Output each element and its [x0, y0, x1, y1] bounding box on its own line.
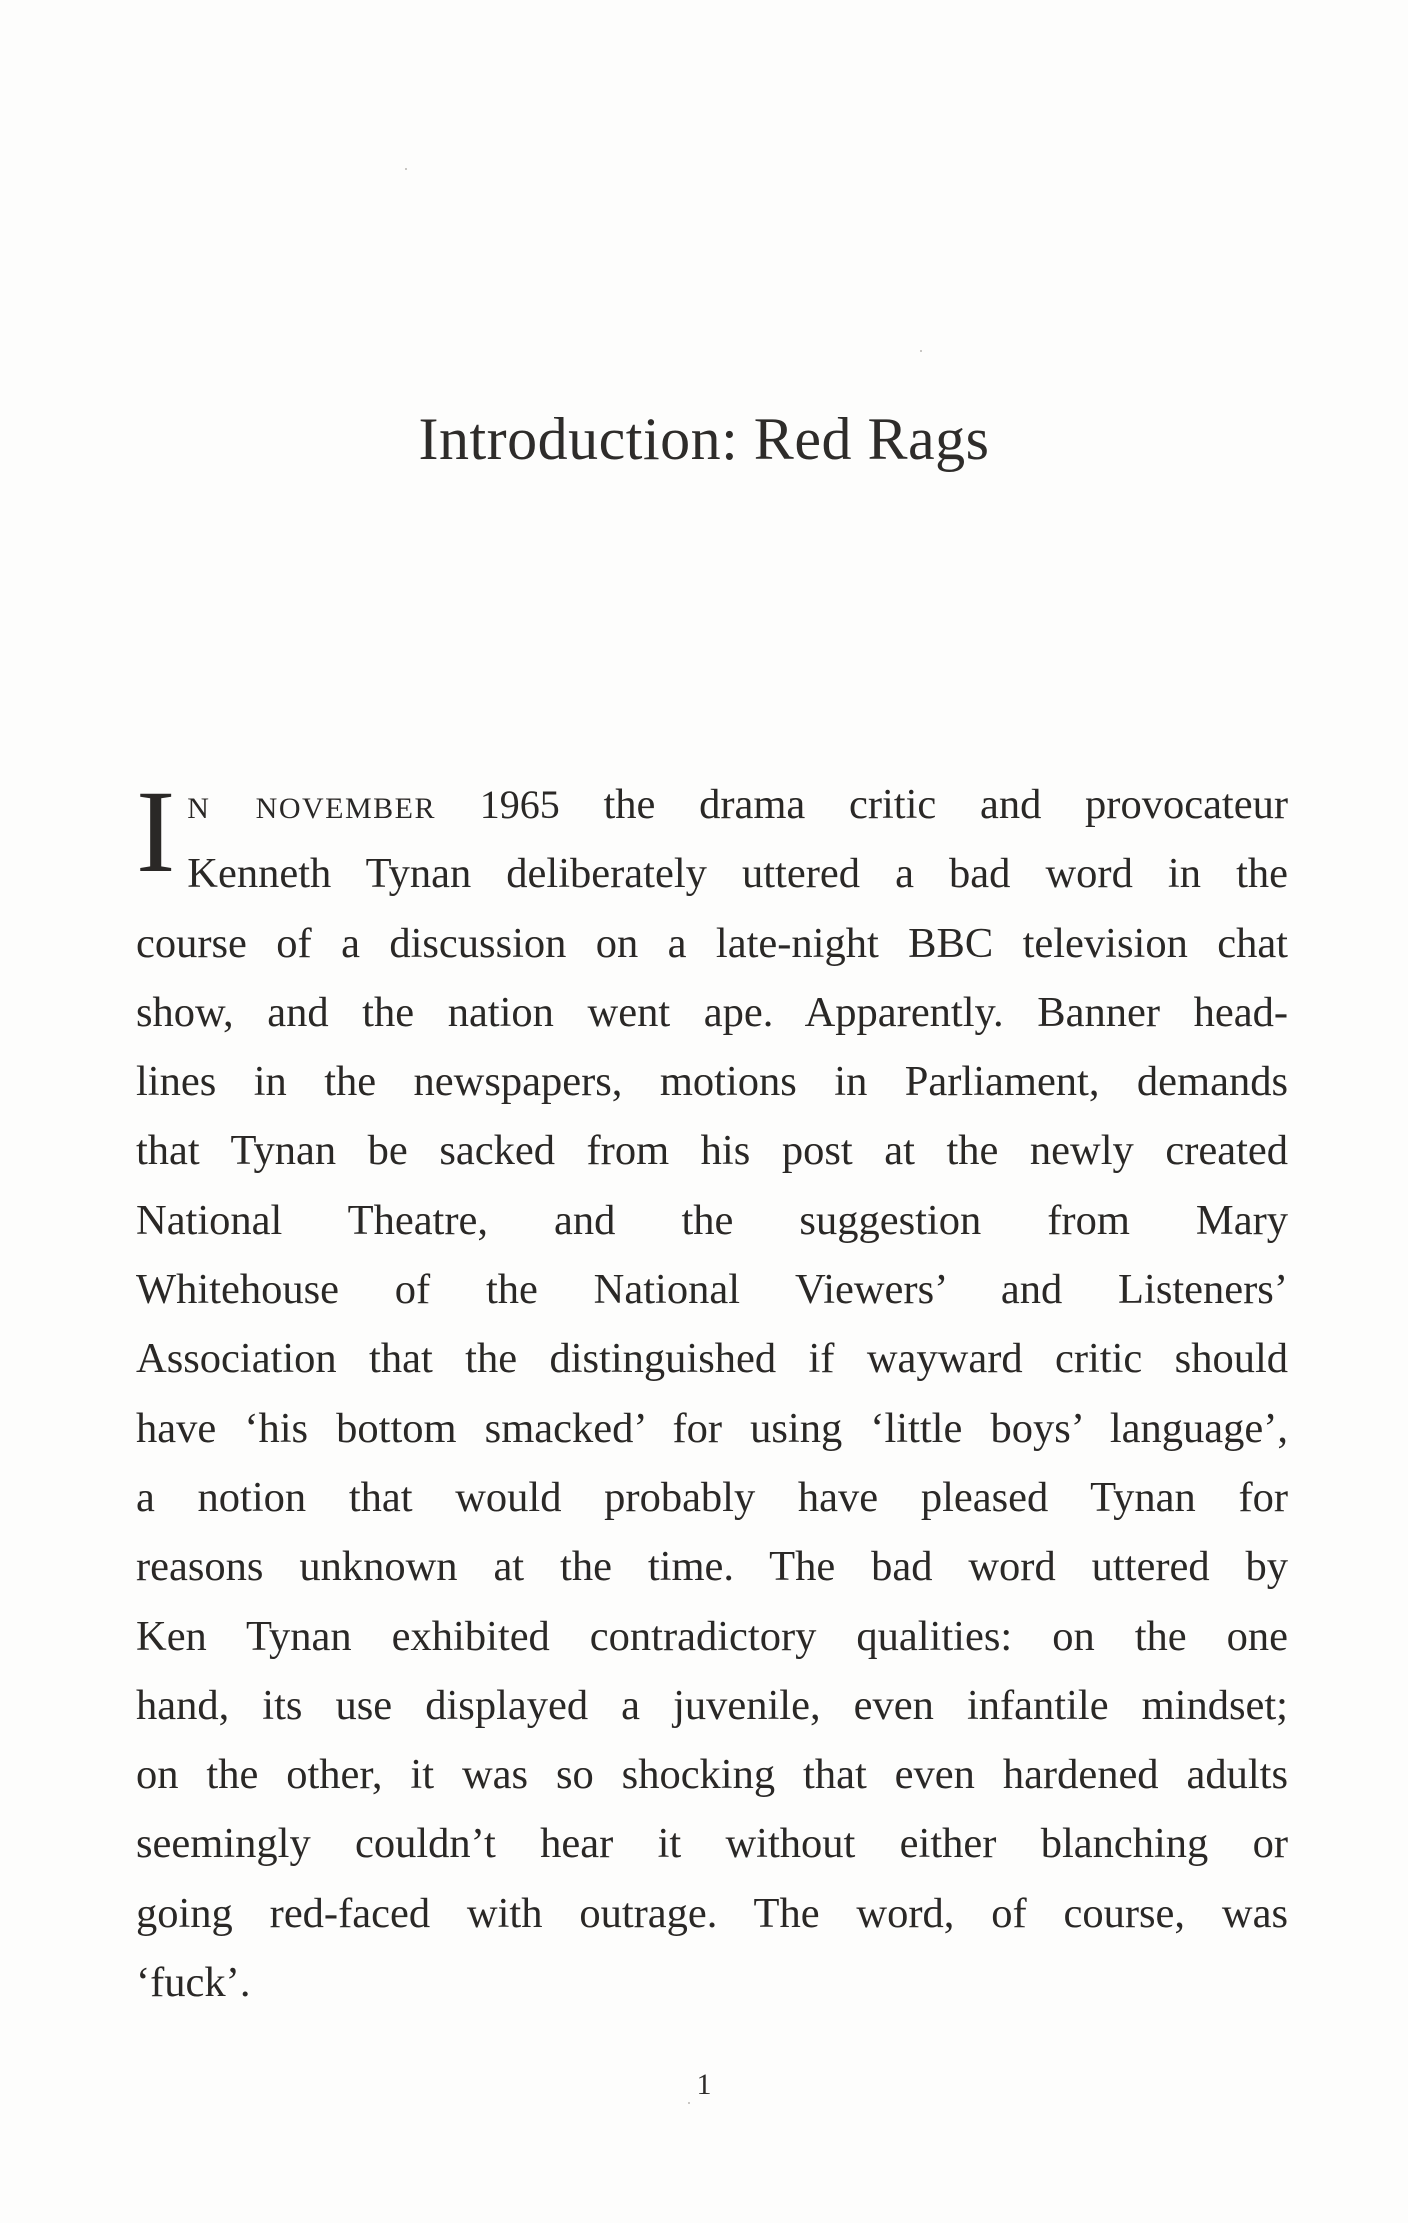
paragraph-line: on the other, it was so shocking that even hardened adults: [136, 1751, 1288, 1799]
paragraph-line: Whitehouse of the National Viewers’ and Listeners’: [136, 1266, 1288, 1314]
paragraph-line: hand, its use displayed a juvenile, even infantile mindset;: [136, 1681, 1288, 1729]
paragraph-line: show, and the nation went ape. Apparently. Banner head-: [136, 988, 1288, 1036]
paper-speck: [405, 168, 407, 170]
paragraph-line: that Tynan be sacked from his post at the newly created: [136, 1127, 1288, 1175]
paragraph-line-text: the drama critic and provocateur: [559, 781, 1289, 828]
paragraph-line: lines in the newspapers, motions in Parliament, demands: [136, 1058, 1288, 1106]
paragraph-line: seemingly couldn’t hear it without either blanching or: [136, 1820, 1288, 1868]
paper-speck: [920, 350, 922, 352]
paragraph-line: Association that the distinguished if wayward critic should: [136, 1335, 1288, 1383]
chapter-title: Introduction: Red Rags: [418, 406, 990, 472]
opening-year: 1965: [479, 782, 560, 827]
paragraph-line: Kenneth Tynan deliberately uttered a bad word in the: [187, 850, 1288, 898]
opening-small-caps: n november: [187, 781, 437, 828]
paragraph-line: [136, 770, 1288, 839]
drop-cap: I: [136, 766, 176, 897]
paragraph-line: Ken Tynan exhibited contradictory qualities: on the one: [136, 1612, 1288, 1660]
paper-speck: [688, 2102, 690, 2104]
paragraph-line: course of a discussion on a late-night BBC television chat: [136, 919, 1288, 967]
paragraph-line: a notion that would probably have pleased Tynan for: [136, 1473, 1288, 1521]
paragraph-line: have ‘his bottom smacked’ for using ‘little boys’ language’,: [136, 1404, 1288, 1452]
paragraph-line: reasons unknown at the time. The bad word uttered by: [136, 1543, 1288, 1591]
paragraph-line: ‘fuck’.: [136, 1959, 251, 2007]
paragraph-line: going red-faced with outrage. The word, of course, was: [136, 1889, 1288, 1937]
body-paragraph: [136, 766, 1289, 2017]
page-number: 1: [696, 2068, 712, 2101]
paragraph-line: National Theatre, and the suggestion from Mary: [136, 1196, 1288, 1244]
